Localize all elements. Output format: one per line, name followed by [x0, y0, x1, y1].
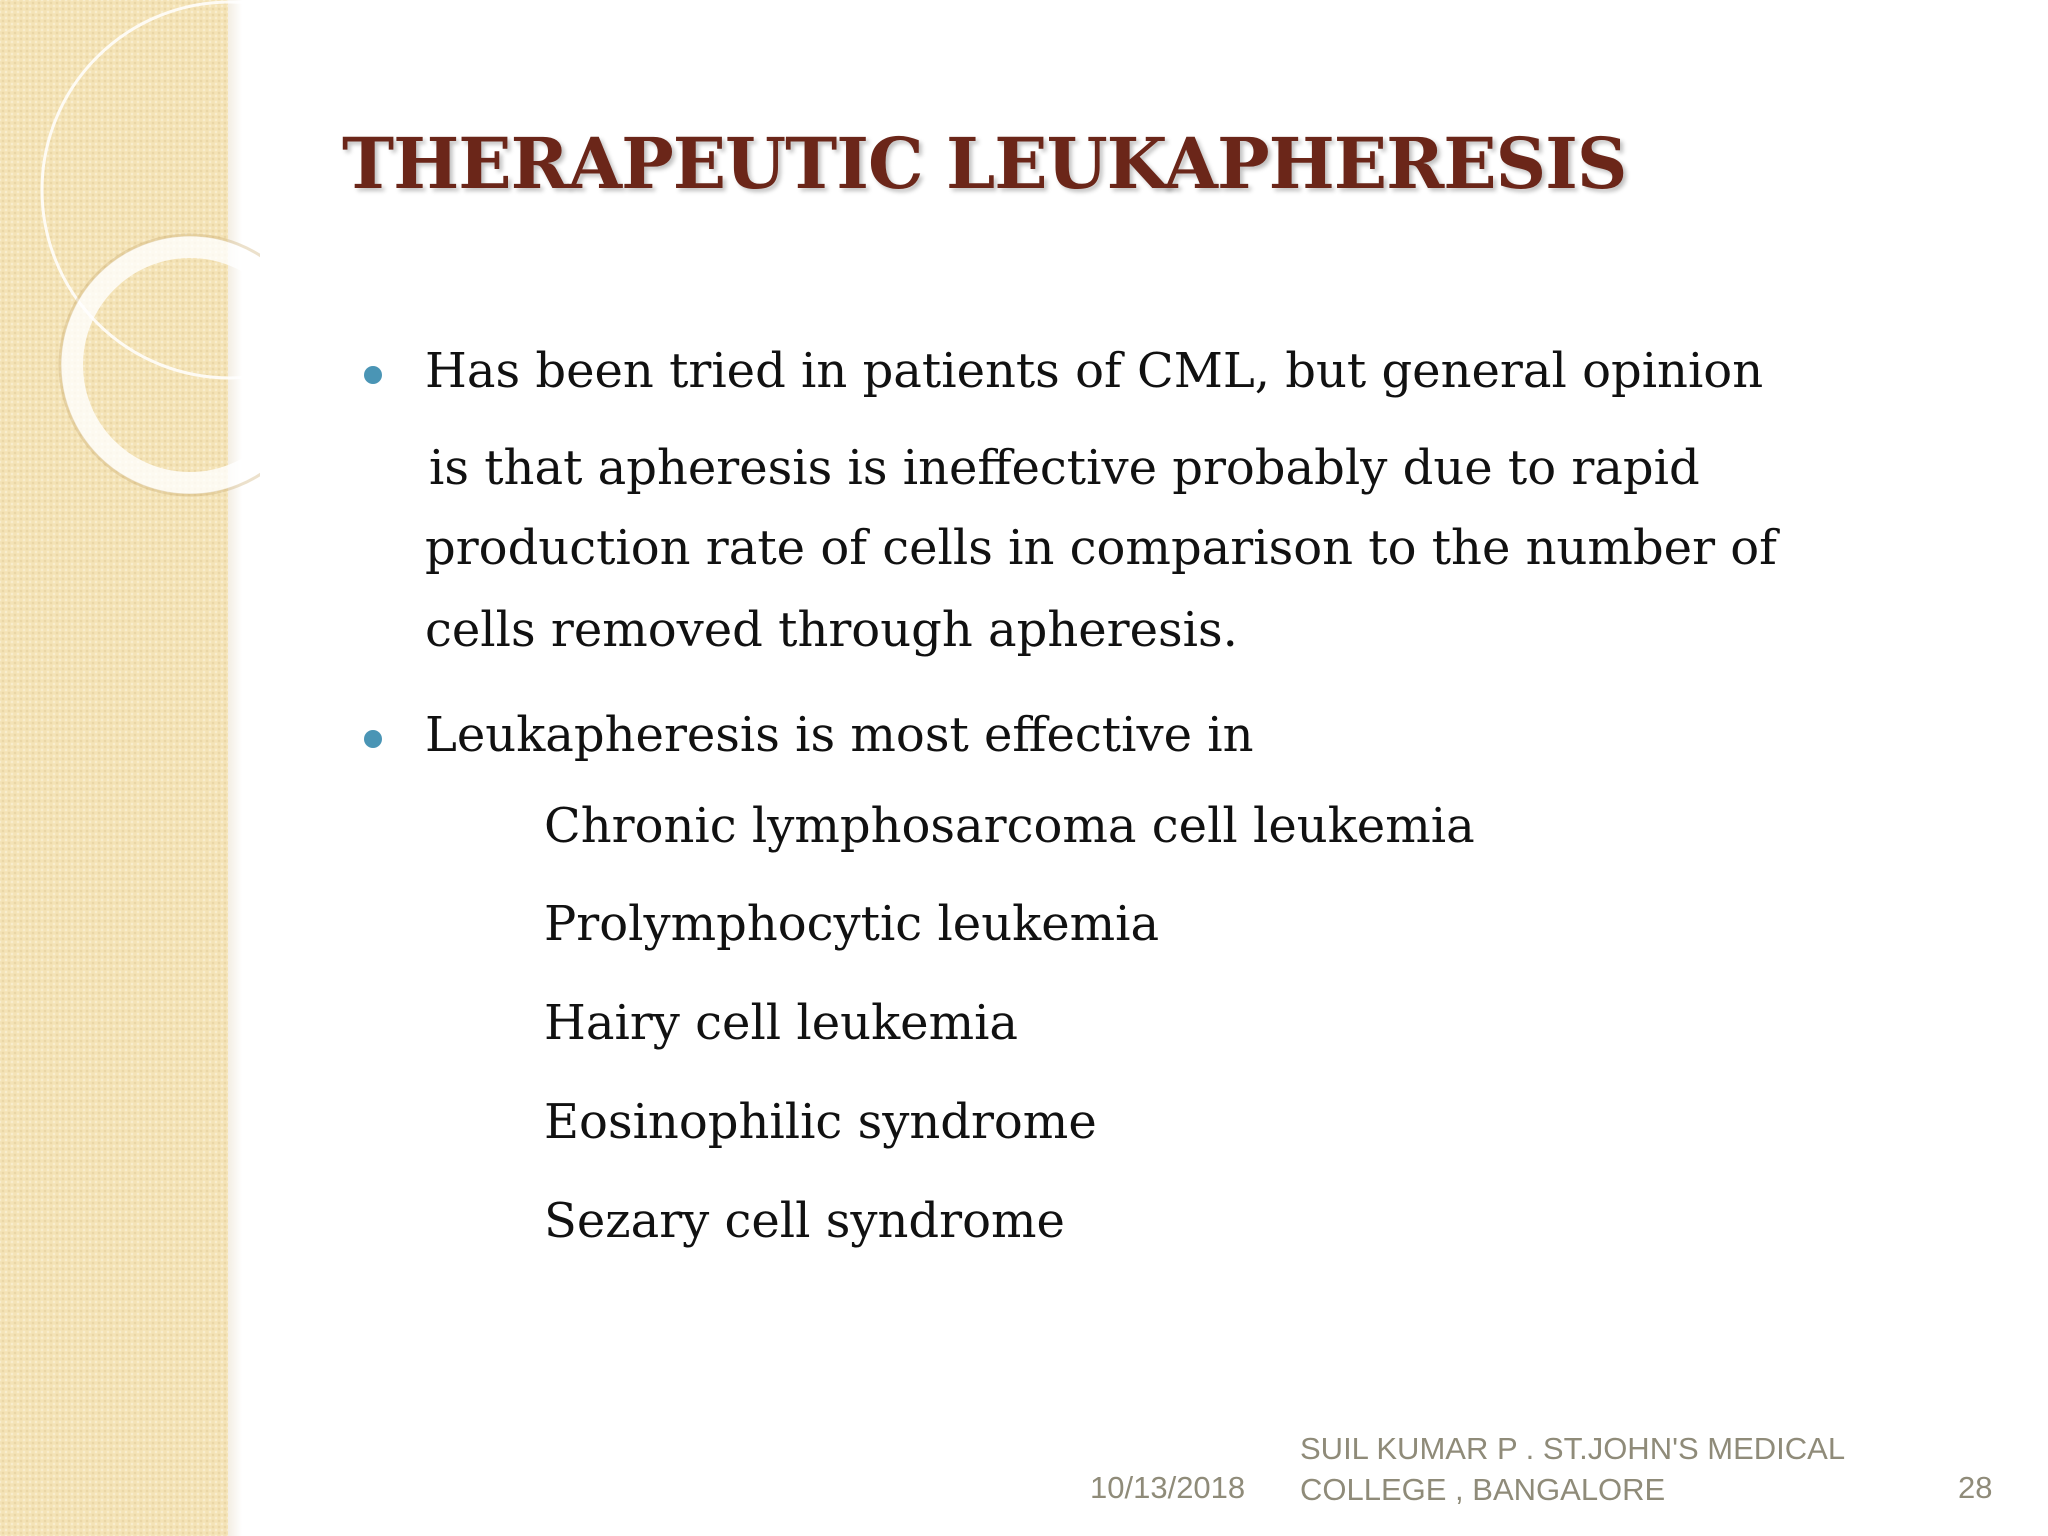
bullet-1-line-3: production rate of cells in comparison to the number of — [425, 520, 1777, 576]
sub-item-4: Eosinophilic syndrome — [544, 1094, 1097, 1150]
slide-title: THERAPEUTIC LEUKAPHERESIS — [342, 122, 1627, 205]
bullet-1 — [425, 330, 1777, 673]
sub-item-3: Hairy cell leukemia — [544, 995, 1019, 1051]
bullet-1-line-1: Has been tried in patients of CML, but general opinion — [425, 343, 1764, 399]
decorative-rings — [0, 0, 260, 520]
footer-date: 10/13/2018 — [1090, 1470, 1246, 1505]
sub-item-1: Chronic lymphosarcoma cell leukemia — [544, 798, 1475, 854]
bullet-2 — [425, 694, 1254, 777]
bullet-dot-icon — [364, 730, 382, 748]
small-ring — [72, 247, 260, 483]
footer-author: SUIL KUMAR P . ST.JOHN'S MEDICAL COLLEGE , BANGALORE — [1300, 1431, 1844, 1507]
footer-page-number: 28 — [1958, 1470, 1993, 1505]
bullet-dot-icon — [364, 366, 382, 384]
sub-item-5: Sezary cell syndrome — [544, 1193, 1065, 1249]
sub-item-2: Prolymphocytic leukemia — [544, 896, 1160, 952]
bullet-1-line-2: is that apheresis is ineffective probably due to rapid — [429, 440, 1700, 496]
bullet-2-line-1: Leukapheresis is most effective in — [425, 707, 1254, 763]
bullet-1-line-4: cells removed through apheresis. — [425, 602, 1238, 658]
